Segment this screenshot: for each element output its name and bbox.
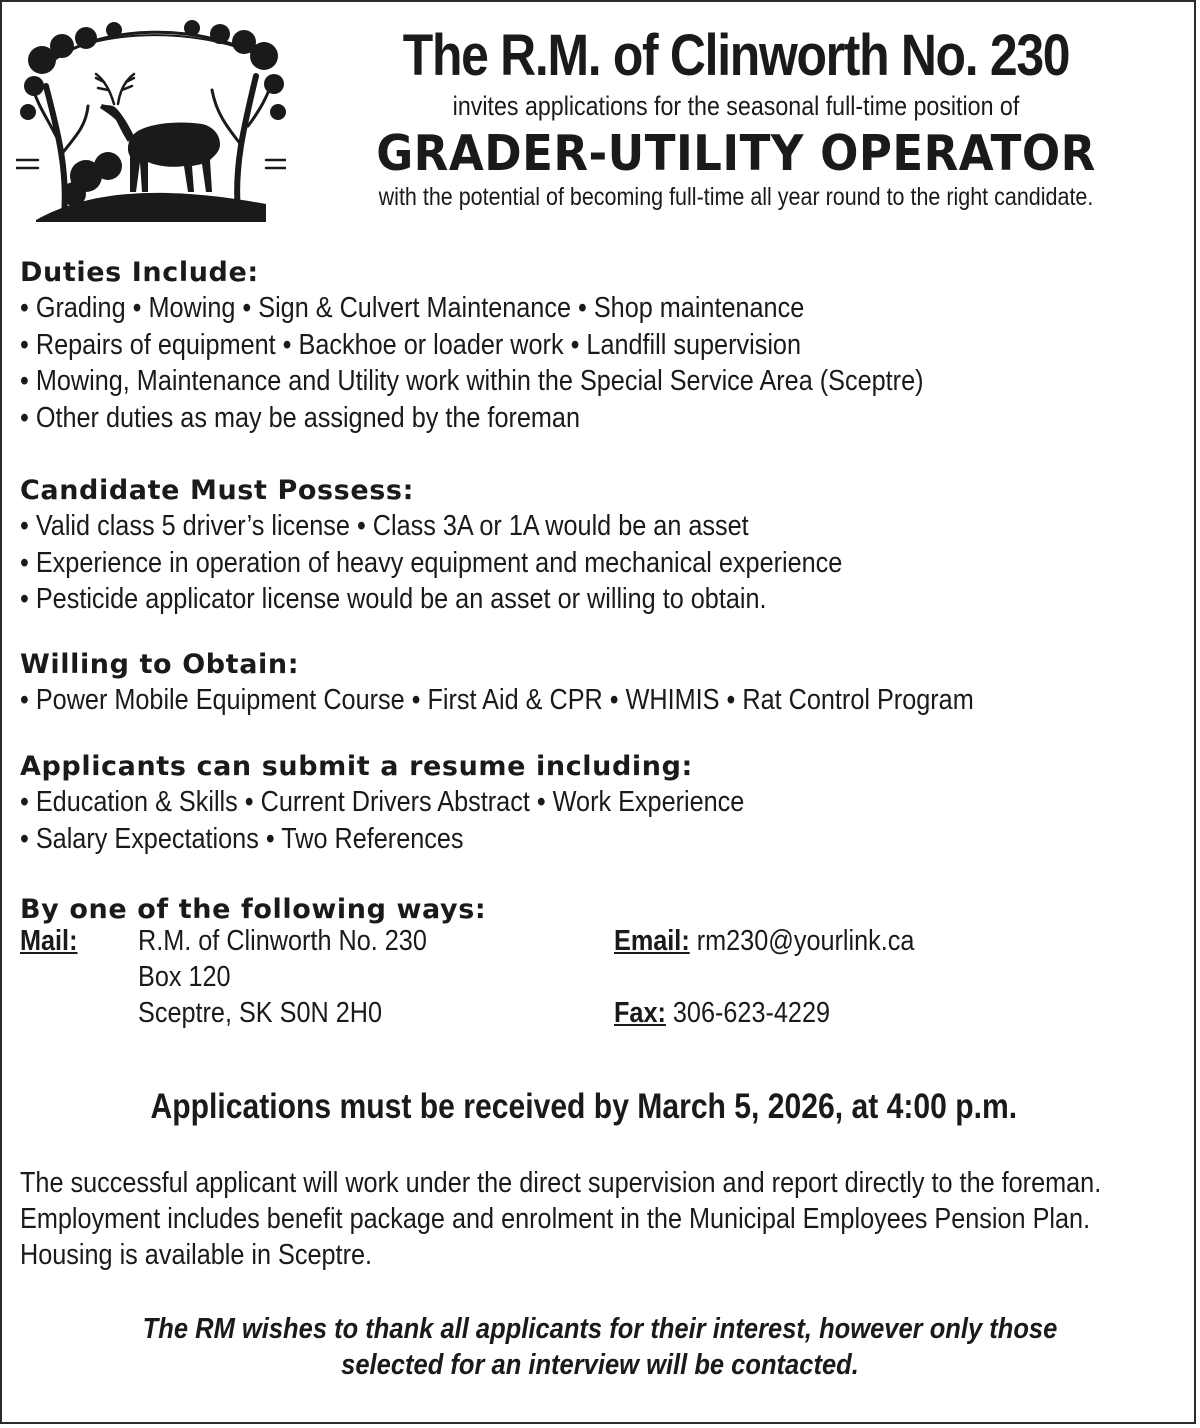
mail-address-line: R.M. of Clinworth No. 230	[138, 925, 427, 957]
thanks-line: selected for an interview will be contacted.	[341, 1349, 859, 1381]
position-title: GRADER-UTILITY OPERATOR	[376, 125, 1096, 182]
email-label: Email:	[614, 925, 690, 957]
email-line	[614, 923, 914, 959]
list-item: • Repairs of equipment • Backhoe or loader work • Landfill supervision	[20, 328, 802, 361]
mail-address-line: Box 120	[138, 961, 231, 993]
list-item: • Valid class 5 driver’s license • Class 3A or 1A would be an asset	[20, 510, 749, 542]
posting-body	[20, 256, 1184, 1037]
fax-number: 306-623-4229	[672, 997, 831, 1029]
potential-line: with the potential of becoming full-time all year round to the right candidate.	[378, 183, 1094, 211]
list-item: • Power Mobile Equipment Course • First Aid & CPR • WHIMIS • Rat Control Program	[20, 683, 974, 716]
municipality-title: The R.M. of Clinworth No. 230	[402, 23, 1070, 88]
closing-paragraph	[20, 1165, 1190, 1273]
email-link[interactable]: rm230@yourlink.ca	[696, 925, 915, 957]
list-item: • Grading • Mowing • Sign & Culvert Maintenance • Shop maintenance	[20, 292, 805, 324]
list-item: • Education & Skills • Current Drivers Abstract • Work Experience	[20, 786, 745, 818]
fax-label: Fax:	[614, 997, 666, 1029]
closing-line: Housing is available in Sceptre.	[20, 1239, 373, 1271]
closing-line: Employment includes benefit package and enrolment in the Municipal Employees Pension Plan.	[20, 1203, 1091, 1235]
list-item: • Pesticide applicator license would be an asset or willing to obtain.	[20, 583, 767, 615]
willing-section	[20, 648, 1184, 719]
section-title: Candidate Must Possess:	[20, 475, 415, 506]
section-title: Willing to Obtain:	[20, 648, 300, 680]
fax-line	[614, 995, 830, 1031]
list-item: • Experience in operation of heavy equipment and mechanical experience	[20, 546, 843, 579]
list-item: • Other duties as may be assigned by the foreman	[20, 401, 580, 434]
list-item: • Mowing, Maintenance and Utility work within the Special Service Area (Sceptre)	[20, 365, 924, 397]
mail-label: Mail:	[20, 925, 78, 957]
closing-line: The successful applicant will work under the direct supervision and report directly to the foreman.	[20, 1167, 1102, 1199]
contact-block	[20, 927, 1184, 1037]
invites-line: invites applications for the seasonal full-time position of	[452, 91, 1020, 121]
contact-title: By one of the following ways:	[20, 894, 487, 925]
section-title: Duties Include:	[20, 257, 259, 288]
header	[300, 24, 1172, 212]
deadline-notice	[2, 1085, 1166, 1129]
section-title: Applicants can submit a resume including:	[20, 751, 693, 782]
resume-section	[20, 750, 1184, 857]
mail-address-line: Sceptre, SK S0N 2H0	[138, 997, 383, 1029]
possess-section	[20, 474, 1184, 618]
thanks-note	[2, 1311, 1198, 1383]
list-item: • Salary Expectations • Two References	[20, 822, 464, 855]
duties-section	[20, 256, 1184, 436]
deer-logo-icon	[16, 16, 286, 230]
deadline-text: Applications must be received by March 5, 2026, at 4:00 p.m.	[150, 1087, 1018, 1126]
thanks-line: The RM wishes to thank all applicants for their interest, however only those	[142, 1313, 1058, 1345]
